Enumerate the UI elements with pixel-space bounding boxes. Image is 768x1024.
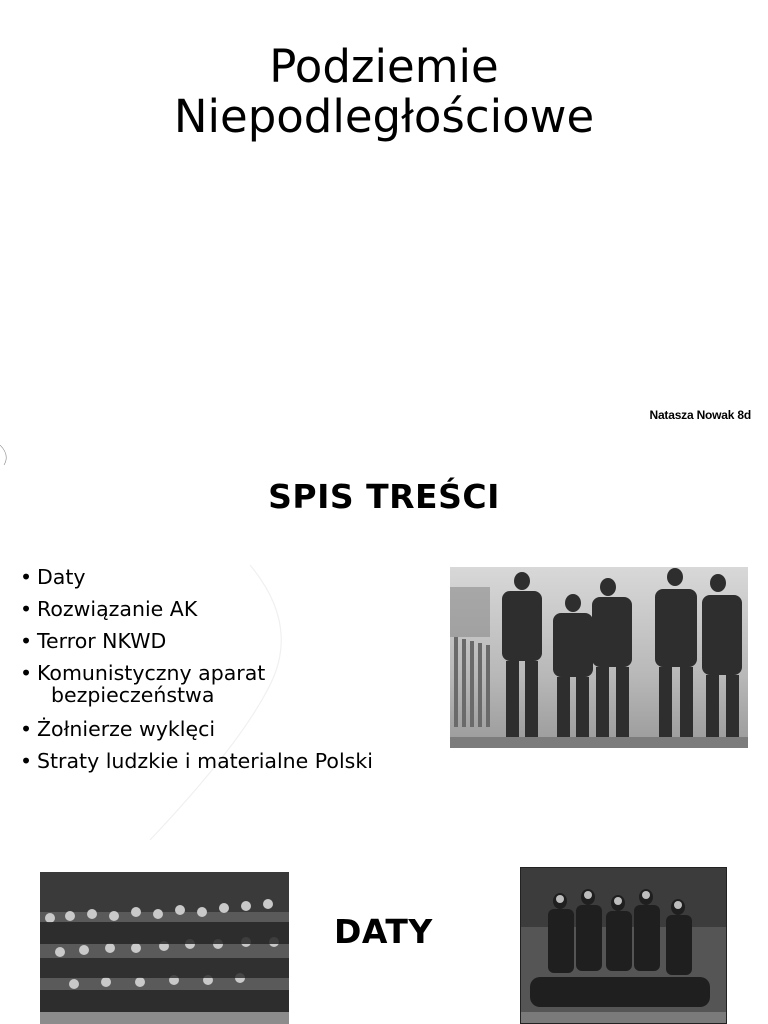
dates-heading: DATY [334, 912, 433, 951]
contents-heading: SPIS TREŚCI [268, 477, 500, 516]
list-item-label: Straty ludzkie i materialne Polski [37, 749, 373, 773]
list-item-label: Terror NKWD [37, 629, 167, 653]
title-slide [0, 0, 768, 445]
list-item [20, 625, 440, 657]
list-item-continuation: bezpieczeństwa [51, 683, 215, 707]
presentation-title [0, 42, 768, 142]
forest-soldiers-photo [520, 867, 727, 1024]
title-line-1: Podziemie [269, 40, 499, 93]
soldiers-photo [450, 567, 748, 748]
list-item [20, 745, 440, 777]
partisan-group-photo [40, 872, 289, 1024]
contents-slide [0, 445, 768, 845]
list-item [20, 657, 440, 707]
list-item [20, 561, 440, 593]
list-item [20, 593, 440, 625]
dates-slide [0, 845, 768, 1024]
title-line-2: Niepodległościowe [173, 90, 595, 143]
author-name: Natasza Nowak 8d [649, 408, 751, 422]
list-item-label: Daty [37, 565, 86, 589]
list-item-label: Komunistyczny aparat [37, 661, 266, 685]
list-item-label: Żołnierze wyklęci [37, 717, 216, 741]
list-item-label: Rozwiązanie AK [37, 597, 198, 621]
list-item [20, 713, 440, 745]
contents-list [20, 561, 440, 777]
